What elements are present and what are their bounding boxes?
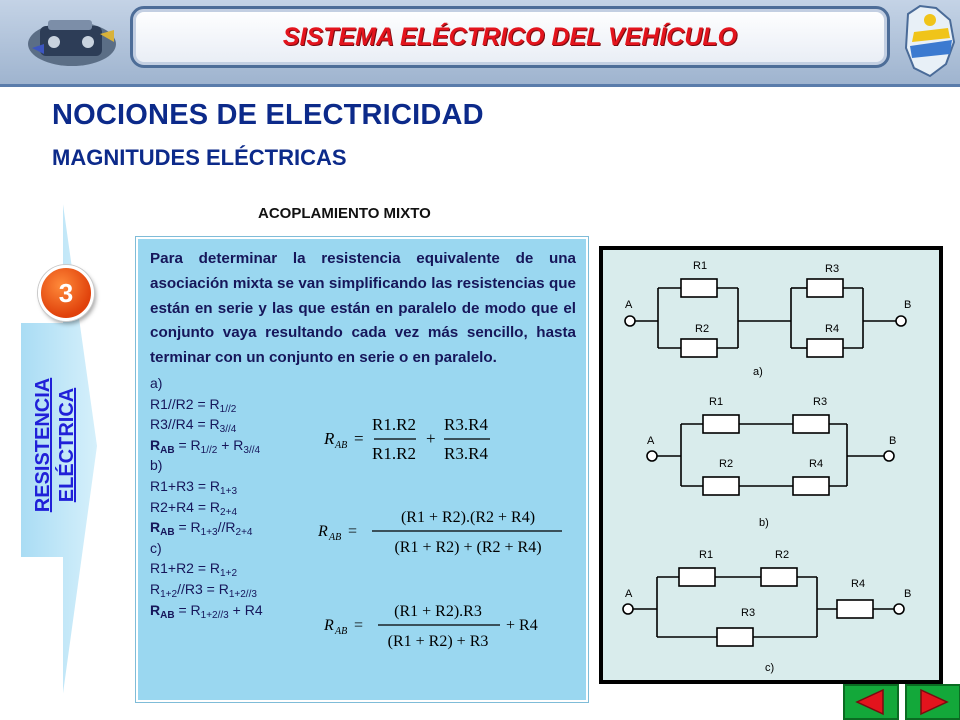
formula-b-r: R xyxy=(318,523,328,540)
triangle-left-icon xyxy=(845,686,897,718)
step-badge: 3 xyxy=(38,265,94,321)
label-b-r4: R4 xyxy=(809,458,824,470)
label-c-r3: R3 xyxy=(741,607,756,619)
formula-a-plus: + xyxy=(426,429,436,448)
resistor-a-r4 xyxy=(807,339,843,357)
app-title: SISTEMA ELÉCTRICO DEL VEHÍCULO xyxy=(282,22,738,51)
case-c-line1: $R1+R2 = R_{1+2}$ xyxy=(150,560,238,580)
section-heading: ACOPLAMIENTO MIXTO xyxy=(258,205,431,222)
caption-c: c) xyxy=(765,662,775,674)
vertical-label-line1: RESISTENCIA xyxy=(32,377,54,513)
formula-b xyxy=(318,502,566,562)
formula-a-r: R xyxy=(324,429,335,448)
terminal-b-b xyxy=(884,451,894,461)
header-bar xyxy=(0,0,960,87)
case-b-label: b) xyxy=(150,457,163,474)
resistor-a-r1 xyxy=(681,279,717,297)
region-map-logo-icon xyxy=(900,2,958,80)
label-b-terminal-a: A xyxy=(647,435,655,447)
case-b-line3: $R_{AB} = R_{1+3}//R_{2+4}$ xyxy=(150,519,253,539)
resistor-b-r3 xyxy=(793,415,829,433)
formula-a-eq: = xyxy=(354,429,364,448)
terminal-c-b xyxy=(894,604,904,614)
resistor-a-r2 xyxy=(681,339,717,357)
terminal-a-b xyxy=(896,316,906,326)
resistor-b-r4 xyxy=(793,477,829,495)
case-b-line2: $R2+R4 = R_{2+4}$ xyxy=(150,498,238,518)
formula-c-r-sub: AB xyxy=(335,626,348,637)
formula-b-eq: = xyxy=(348,523,358,540)
case-c-label: c) xyxy=(150,539,162,556)
terminal-c-a xyxy=(623,604,633,614)
vertical-label-line2: ELÉCTRICA xyxy=(56,387,78,503)
formula-a-den2: R3.R4 xyxy=(444,444,488,463)
resistor-b-r2 xyxy=(703,477,739,495)
label-b-r1: R1 xyxy=(709,396,724,408)
label-c-r1: R1 xyxy=(699,549,714,561)
label-b-terminal-b: B xyxy=(889,435,897,447)
resistor-b-r1 xyxy=(703,415,739,433)
page-title: NOCIONES DE ELECTRICIDAD xyxy=(52,99,484,131)
formula-b-den: (R1 + R2) + (R2 + R4) xyxy=(394,539,542,556)
case-c-line3: $R_{AB} = R_{1+2//3} + R4$ xyxy=(150,601,263,621)
formula-b-num: (R1 + R2).(R2 + R4) xyxy=(400,509,536,526)
label-c-terminal-a: A xyxy=(625,588,633,600)
resistor-c-r4 xyxy=(837,600,873,618)
formula-a-den1: R1.R2 xyxy=(372,444,416,463)
label-a-r2: R2 xyxy=(695,323,710,335)
formula-a xyxy=(318,408,566,468)
label-a-r4: R4 xyxy=(825,323,840,335)
label-c-terminal-b: B xyxy=(904,588,912,600)
triangle-right-icon xyxy=(907,686,959,718)
previous-slide-button[interactable] xyxy=(843,684,899,720)
case-a-label: a) xyxy=(150,374,163,391)
resistor-c-r1 xyxy=(679,568,715,586)
label-a-terminal-b: B xyxy=(904,299,912,311)
terminal-b-a xyxy=(647,451,657,461)
label-b-r3: R3 xyxy=(813,396,828,408)
resistor-c-r3 xyxy=(717,628,753,646)
formula-c-r: R xyxy=(324,617,334,634)
case-b-line1: $R1+R3 = R_{1+3}$ xyxy=(150,477,238,497)
terminal-a-a xyxy=(625,316,635,326)
formula-c-den: (R1 + R2) + R3 xyxy=(387,633,489,650)
formula-a-num1: R1.R2 xyxy=(372,415,416,434)
formula-a-r-sub: AB xyxy=(335,440,348,451)
label-b-r2: R2 xyxy=(719,458,734,470)
next-slide-button[interactable] xyxy=(905,684,960,720)
formula-c-num: (R1 + R2).R3 xyxy=(394,603,482,620)
case-a-line1: $R1//R2 = R_{1//2}$ xyxy=(150,395,237,415)
circuit-diagrams xyxy=(603,250,939,680)
label-c-r2: R2 xyxy=(775,549,790,561)
resistor-c-r2 xyxy=(761,568,797,586)
label-c-r4: R4 xyxy=(851,578,866,590)
formula-c-tail: + R4 xyxy=(506,617,538,634)
case-a-line3: $R_{AB} = R_{1//2} + R_{3//4}$ xyxy=(150,436,261,456)
formula-a-num2: R3.R4 xyxy=(444,415,488,434)
resistor-a-r3 xyxy=(807,279,843,297)
formula-c xyxy=(318,596,566,656)
case-c-line2: $R_{1+2}//R3 = R_{1+2//3}$ xyxy=(150,580,257,600)
caption-a: a) xyxy=(753,366,763,378)
circuit-diagram-panel xyxy=(599,246,943,684)
intro-paragraph: Para determinar la resistencia equivalente de una asociación mixta se van simplificando las resistencias que están en serie y las que están en paralelo de modo que el conjunto vaya resultando cada vez más sencillo, hasta terminar con un conjunto en serie o en paralelo. xyxy=(150,250,576,367)
caption-b: b) xyxy=(759,517,769,529)
label-a-r3: R3 xyxy=(825,263,840,275)
formula-c-eq: = xyxy=(354,617,364,634)
engine-logo-icon xyxy=(22,8,122,72)
page-subtitle: MAGNITUDES ELÉCTRICAS xyxy=(52,145,347,170)
formula-b-r-sub: AB xyxy=(329,532,342,543)
label-a-terminal-a: A xyxy=(625,299,633,311)
label-a-r1: R1 xyxy=(693,260,708,272)
title-banner xyxy=(130,6,890,68)
case-a-line2: $R3//R4 = R_{3//4}$ xyxy=(150,416,237,436)
